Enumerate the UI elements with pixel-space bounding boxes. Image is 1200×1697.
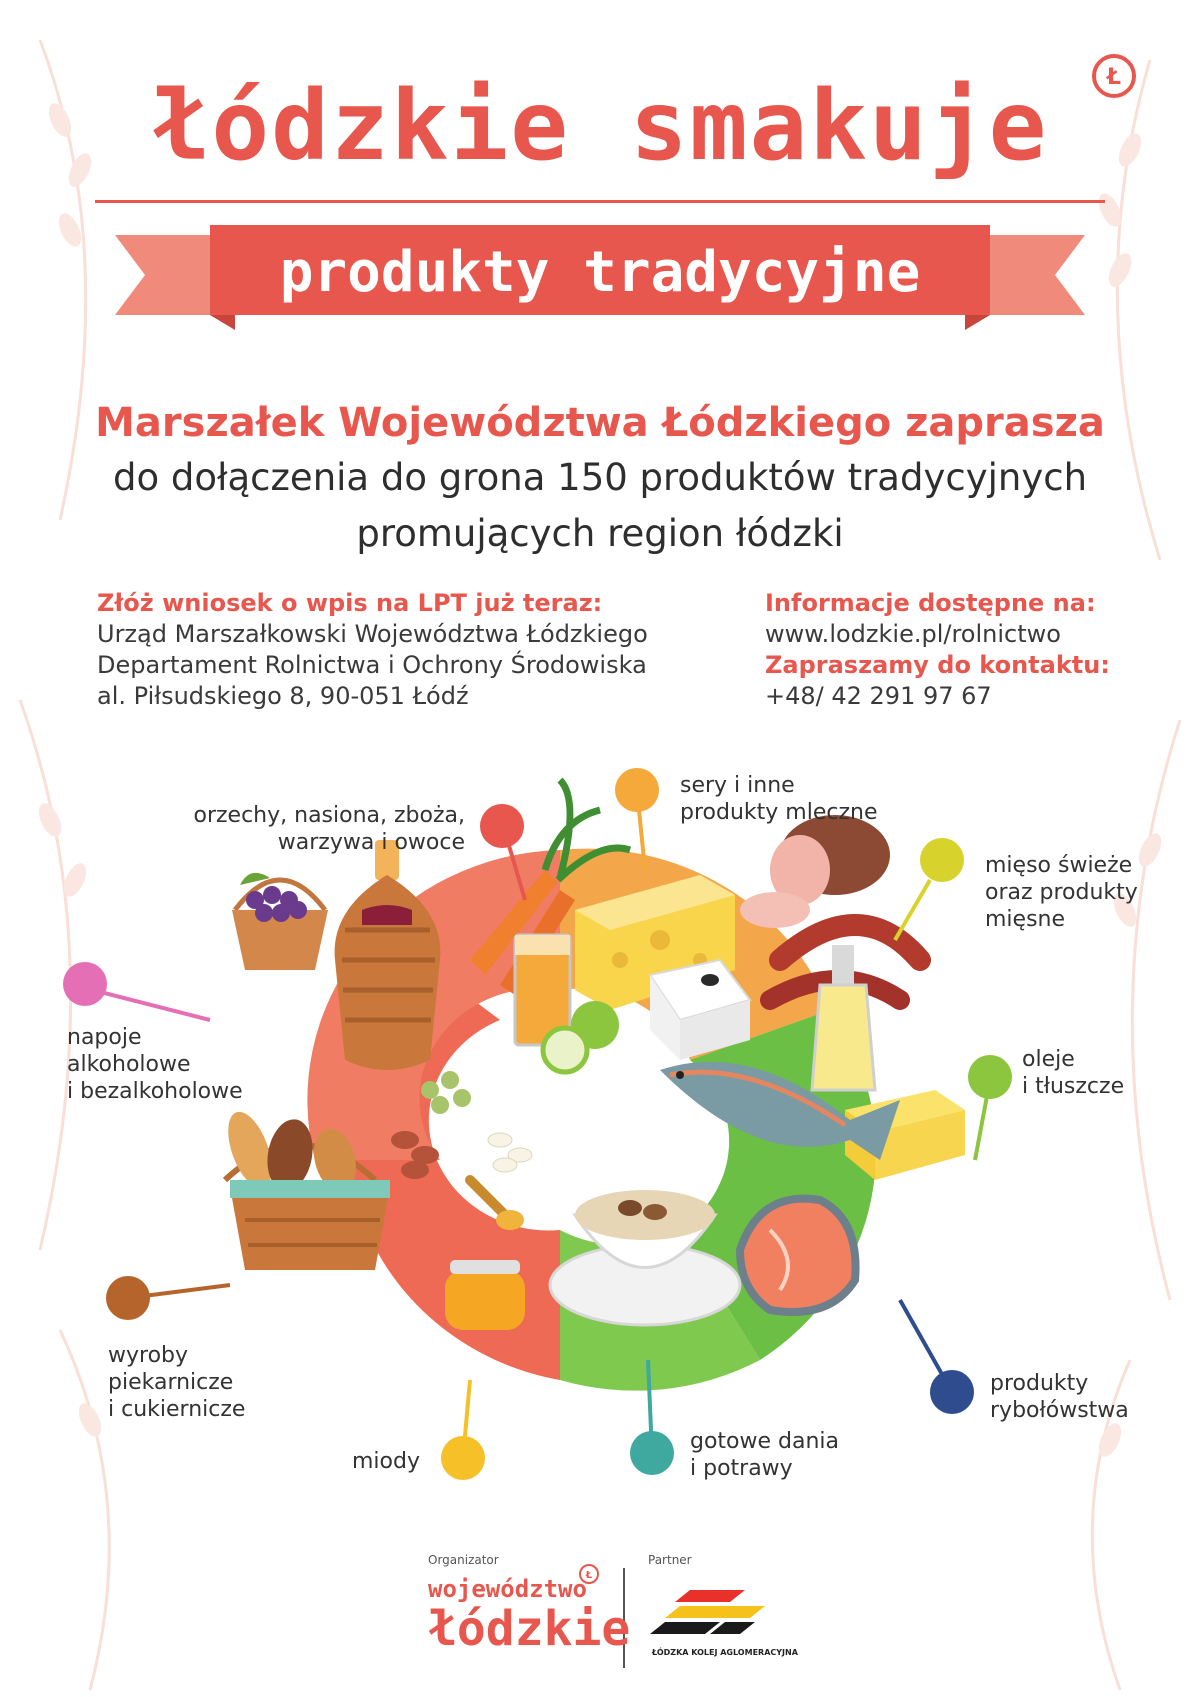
- label-line: orzechy, nasiona, zboża,: [193, 803, 465, 828]
- label-line: alkoholowe: [67, 1052, 191, 1077]
- ham-icon: [740, 815, 890, 928]
- soup-bowl-icon: [550, 1190, 740, 1325]
- address-line: Urząd Marszałkowski Województwa Łódzkiego: [97, 620, 648, 648]
- category-label-beverages: [67, 1024, 297, 1105]
- label-line: produkty mleczne: [680, 800, 878, 825]
- application-heading: Złóż wniosek o wpis na LPT już teraz:: [97, 589, 603, 617]
- lodzkie-badge-icon: [578, 1563, 600, 1585]
- category-label-fish: [990, 1370, 1170, 1424]
- page-title: łódzkie smakuje: [151, 70, 1049, 182]
- lodzkie-badge-icon: [1090, 52, 1138, 100]
- application-info: [97, 588, 648, 712]
- label-line: mięso świeże: [985, 853, 1133, 878]
- lka-logo-icon: [650, 1580, 780, 1650]
- contact-heading: Zapraszamy do kontaktu:: [765, 651, 1110, 679]
- partner-name: ŁÓDZKA KOLEJ AGLOMERACYJNA: [652, 1648, 798, 1657]
- intro-headline: Marszałek Województwa Łódzkiego zaprasza: [95, 400, 1105, 446]
- intro-line: promujących region łódzki: [356, 512, 844, 555]
- info-heading: Informacje dostępne na:: [765, 589, 1096, 617]
- address-line: al. Piłsudskiego 8, 90-051 Łódź: [97, 682, 469, 710]
- address-line: Departament Rolnictwa i Ochrony Środowiska: [97, 651, 647, 679]
- label-line: produkty: [990, 1371, 1089, 1396]
- badge-letter: Ł: [1106, 65, 1122, 90]
- logo-line: województwo: [428, 1575, 587, 1603]
- oil-bottle-icon: [812, 945, 875, 1090]
- logo-line: łódzkie: [428, 1601, 631, 1657]
- partner-label: Partner: [648, 1553, 692, 1567]
- category-label-dairy: [680, 772, 930, 826]
- phone-number[interactable]: +48/ 42 291 97 67: [765, 682, 992, 710]
- category-label-honey: [300, 1448, 420, 1475]
- label-line: i tłuszcze: [1022, 1074, 1125, 1099]
- grapes-basket-icon: [232, 873, 328, 970]
- label-line: oleje: [1022, 1047, 1075, 1072]
- title-divider: [95, 200, 1105, 203]
- contact-info: [765, 588, 1110, 712]
- category-label-bakery: [108, 1342, 308, 1423]
- ribbon-label: produkty tradycyjne: [279, 240, 921, 305]
- label-line: i bezalkoholowe: [67, 1079, 243, 1104]
- category-label-oils: [1022, 1046, 1172, 1100]
- label-line: i cukiernicze: [108, 1397, 246, 1422]
- wine-bottle-icon: [335, 840, 441, 1070]
- label-line: i potrawy: [690, 1456, 793, 1481]
- category-label-meat: [985, 852, 1195, 933]
- label-line: mięsne: [985, 907, 1066, 932]
- label-line: gotowe dania: [690, 1429, 840, 1454]
- label-line: warzywa i owoce: [277, 830, 465, 855]
- salmon-steak-icon: [740, 1199, 856, 1312]
- website-link[interactable]: www.lodzkie.pl/rolnictwo: [765, 620, 1061, 648]
- label-line: miody: [352, 1449, 420, 1474]
- label-line: rybołówstwa: [990, 1398, 1129, 1423]
- intro-line: do dołączenia do grona 150 produktów tradycyjnych: [112, 456, 1088, 499]
- category-label-nuts-vegetables: [175, 802, 465, 856]
- badge-letter: Ł: [585, 1570, 593, 1581]
- label-line: piekarnicze: [108, 1370, 234, 1395]
- label-line: napoje: [67, 1025, 142, 1050]
- category-label-ready-meals: [690, 1428, 910, 1482]
- label-line: oraz produkty: [985, 880, 1138, 905]
- organizer-label: Organizator: [428, 1553, 499, 1567]
- label-line: sery i inne: [680, 773, 795, 798]
- label-line: wyroby: [108, 1343, 189, 1368]
